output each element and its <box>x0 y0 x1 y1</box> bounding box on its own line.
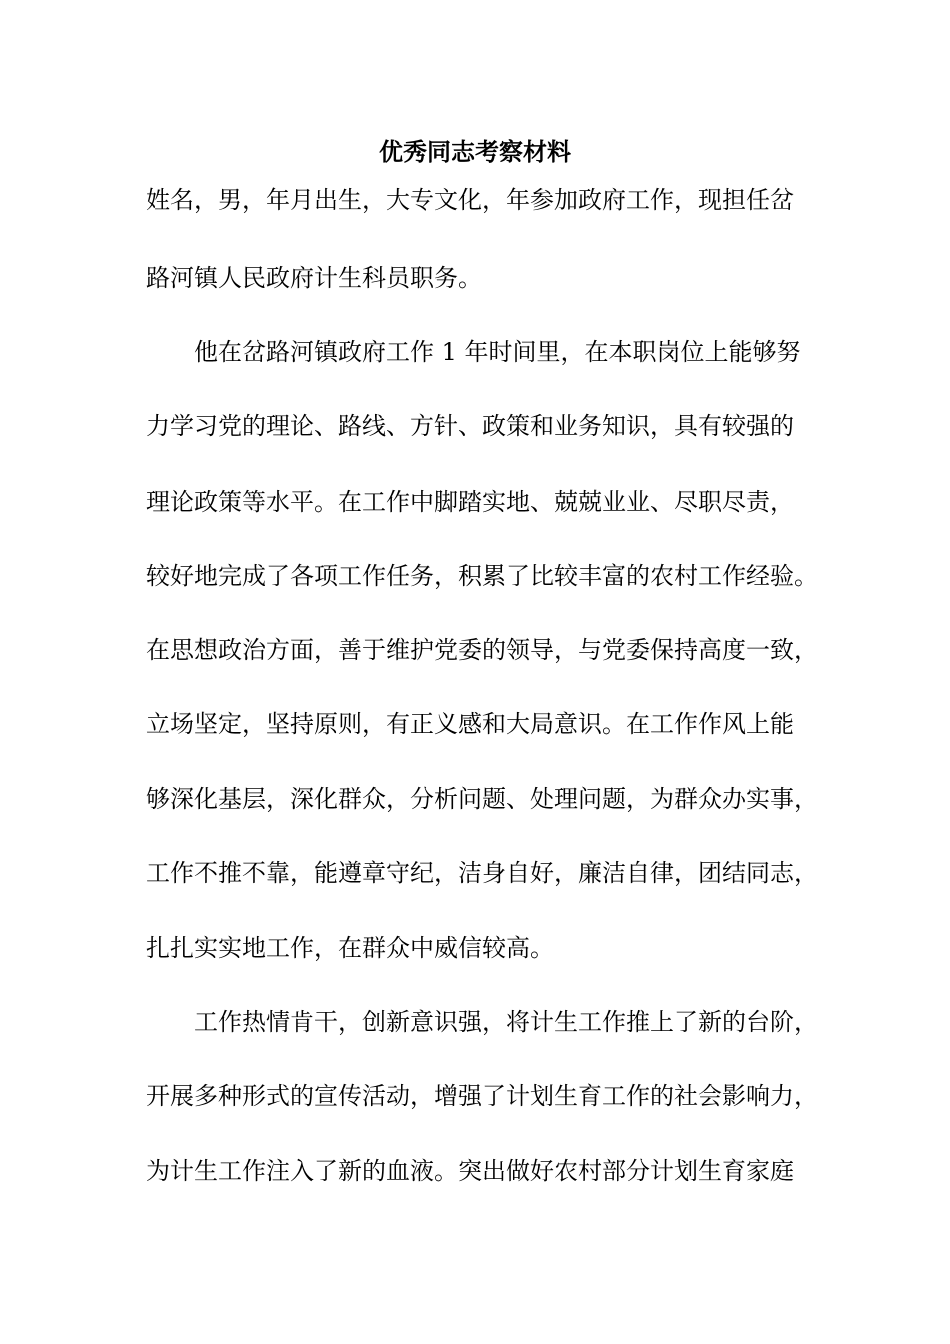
document-title: 优秀同志考察材料 <box>379 137 571 166</box>
body-line-5: 理论政策等水平。在工作中脚踏实地、兢兢业业、尽职尽责， <box>146 488 794 516</box>
body-line-11: 扎扎实实地工作，在群众中威信较高。 <box>146 934 554 962</box>
body-line-14: 为计生工作注入了新的血液。突出做好农村部分计划生育家庭 <box>146 1157 794 1185</box>
body-line-10: 工作不推不靠，能遵章守纪，洁身自好，廉洁自律，团结同志， <box>146 859 818 887</box>
body-line-6: 较好地完成了各项工作任务，积累了比较丰富的农村工作经验。 <box>146 562 818 590</box>
body-line-4: 力学习党的理论、路线、方针、政策和业务知识，具有较强的 <box>146 412 794 440</box>
body-line-2: 路河镇人民政府计生科员职务。 <box>146 264 482 292</box>
body-line-9: 够深化基层，深化群众，分析问题、处理问题，为群众办实事， <box>146 785 818 813</box>
body-line-12: 工作热情肯干，创新意识强，将计生工作推上了新的台阶， <box>146 1008 818 1036</box>
body-line-7: 在思想政治方面，善于维护党委的领导，与党委保持高度一致， <box>146 636 818 664</box>
body-line-8: 立场坚定，坚持原则，有正义感和大局意识。在工作作风上能 <box>146 710 794 738</box>
body-line-1: 姓名，男，年月出生，大专文化，年参加政府工作，现担任岔 <box>146 186 794 214</box>
body-line-13: 开展多种形式的宣传活动，增强了计划生育工作的社会影响力， <box>146 1082 818 1110</box>
body-line-3: 他在岔路河镇政府工作 1 年时间里，在本职岗位上能够努 <box>146 338 801 366</box>
